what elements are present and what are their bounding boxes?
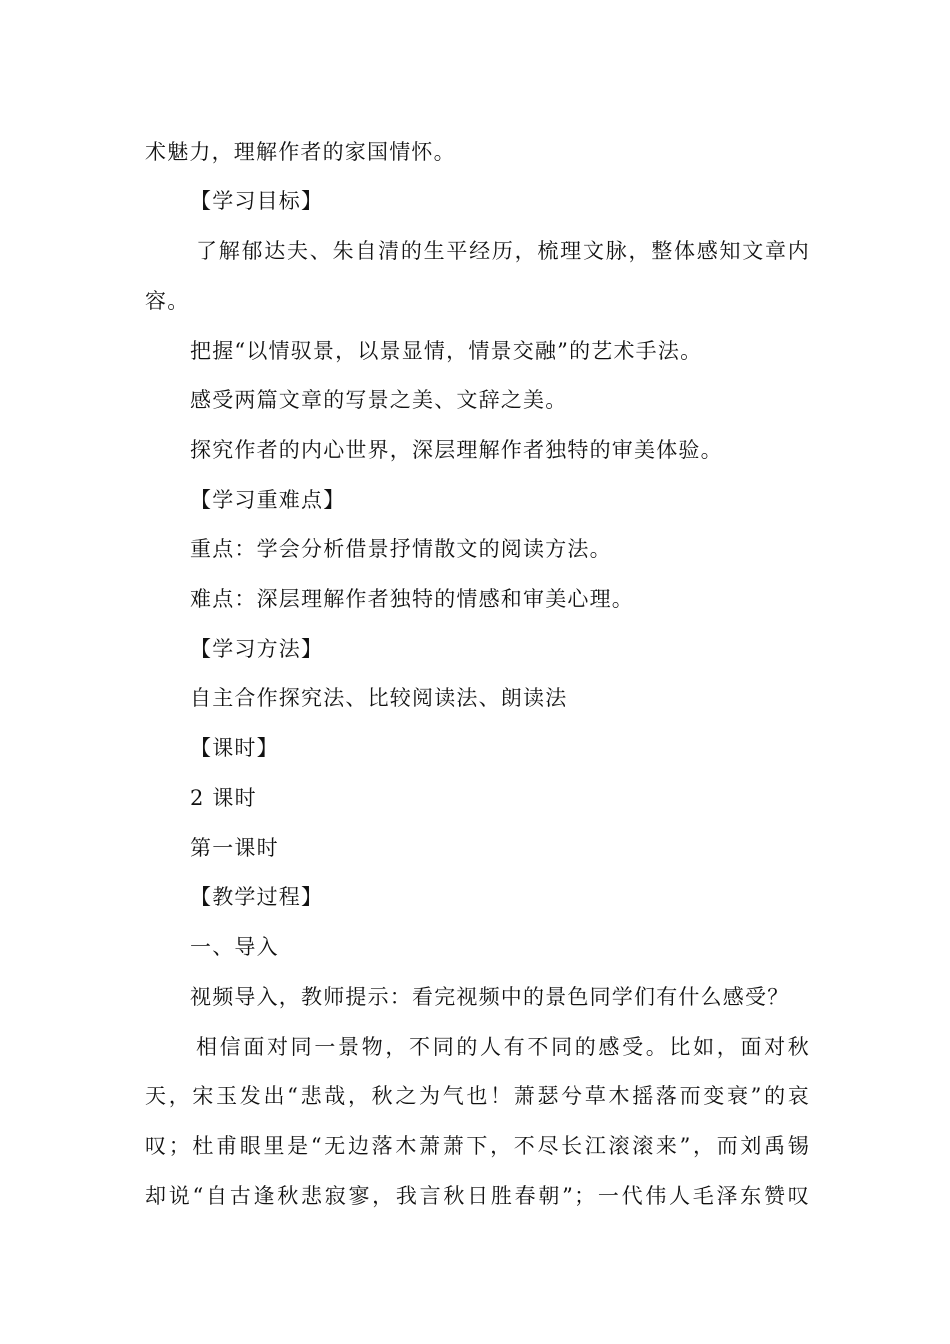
text-line-methods: 自主合作探究法、比较阅读法、朗读法 [190, 686, 568, 710]
text-line-goal-2: 把握“以情驭景，以景显情，情景交融”的艺术手法。 [190, 339, 703, 363]
text-line-paragraph-3: 叹；杜甫眼里是“无边落木萧萧下，不尽长江滚滚来”，而刘禹锡 [145, 1134, 810, 1158]
text-line-video-intro: 视频导入，教师提示：看完视频中的景色同学们有什么感受？ [190, 985, 790, 1009]
section-heading-methods: 【学习方法】 [190, 637, 324, 661]
text-line-goal-1: 了解郁达夫、朱自清的生平经历，梳理文脉，整体感知文章内 [196, 239, 810, 263]
text-line-paragraph-4: 却说“自古逢秋悲寂寥，我言秋日胜春朝”；一代伟人毛泽东赞叹 [145, 1184, 810, 1208]
text-line-periods: 2 课时 [190, 786, 257, 810]
text-line-goal-3: 感受两篇文章的写景之美、文辞之美。 [190, 388, 568, 412]
text-line-goal-4: 探究作者的内心世界，深层理解作者独特的审美体验。 [190, 438, 723, 462]
text-line-goal-1-cont: 容。 [145, 289, 190, 313]
text-line-paragraph-2: 天，宋玉发出“悲哉，秋之为气也！萧瑟兮草木摇落而变衰”的哀 [145, 1084, 810, 1108]
text-line-difficult-point: 难点：深层理解作者独特的情感和审美心理。 [190, 587, 634, 611]
section-heading-teaching-process: 【教学过程】 [190, 885, 324, 909]
text-line-paragraph-1: 相信面对同一景物，不同的人有不同的感受。比如，面对秋 [196, 1035, 810, 1059]
section-heading-key-points: 【学习重难点】 [190, 488, 346, 512]
text-line-intro-heading: 一、导入 [190, 935, 279, 959]
section-heading-periods: 【课时】 [190, 736, 279, 760]
text-line-key-point: 重点：学会分析借景抒情散文的阅读方法。 [190, 537, 612, 561]
text-line-1: 术魅力，理解作者的家国情怀。 [145, 140, 456, 164]
section-heading-learning-goals: 【学习目标】 [190, 189, 324, 213]
text-line-first-period: 第一课时 [190, 836, 279, 860]
